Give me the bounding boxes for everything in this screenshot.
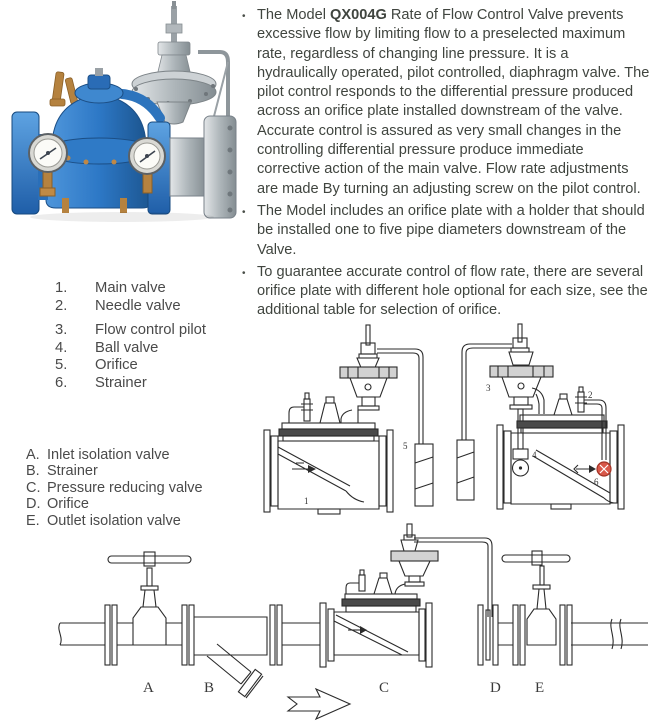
list-item xyxy=(26,480,203,496)
brass-fittings xyxy=(50,72,78,106)
description-block xyxy=(240,6,650,324)
needle-valve xyxy=(289,393,313,423)
item-label: Strainer xyxy=(95,374,147,391)
item-label: Inlet isolation valve xyxy=(47,447,170,463)
valve-diagram-left xyxy=(252,313,442,520)
ball-valve-label: 4 xyxy=(532,450,537,460)
model-number: QX004G xyxy=(330,7,387,23)
item-label: Orifice xyxy=(47,496,89,513)
flow-arrow xyxy=(574,465,596,473)
pilot xyxy=(340,325,397,410)
parts-list xyxy=(55,280,206,393)
control-valve xyxy=(320,524,438,667)
bonnet-cone xyxy=(320,397,340,423)
strainer-label: 6 xyxy=(594,477,599,487)
label-c: C xyxy=(379,680,390,696)
list-item xyxy=(26,496,203,512)
installation-list xyxy=(26,447,203,529)
outlet-gate-valve xyxy=(502,551,572,665)
sense-pipe xyxy=(377,349,423,444)
list-item xyxy=(55,280,206,298)
list-item xyxy=(55,340,206,358)
item-label: Strainer xyxy=(47,463,98,480)
item-number: 5. xyxy=(55,357,68,374)
bullet-icon: • xyxy=(242,267,246,279)
list-item xyxy=(26,447,203,463)
item-number: 2. xyxy=(55,297,68,314)
photo-shadow xyxy=(30,212,214,222)
item-number: 1. xyxy=(55,280,68,296)
bonnet-cone xyxy=(554,394,572,415)
main-valve-label: 1 xyxy=(304,496,309,506)
needle-valve-label: 2 xyxy=(588,390,593,400)
installation-schematic xyxy=(0,518,652,724)
p3-text: To guarantee accurate control of flow rate, there are several orifice plate with different hole optional for each size, see the additional table for selection of orifice. xyxy=(257,263,648,319)
item-letter: E. xyxy=(26,512,40,529)
drain-fitting-right xyxy=(120,198,127,213)
orifice-pipe xyxy=(415,444,433,506)
bonnet-deck xyxy=(279,423,378,441)
item-number: 3. xyxy=(55,322,68,339)
item-label: Main valve xyxy=(95,280,166,296)
valve-diagram-right xyxy=(448,310,650,522)
list-item xyxy=(26,463,203,479)
bullet-icon: • xyxy=(242,11,246,22)
description-paragraph-1 xyxy=(240,6,650,199)
item-label: Orifice xyxy=(95,357,138,374)
item-label: Ball valve xyxy=(95,339,159,356)
item-letter: C. xyxy=(26,479,41,496)
bonnet-deck xyxy=(517,415,607,433)
orifice-pipe xyxy=(457,440,474,500)
list-item xyxy=(55,357,206,375)
bullet-icon: • xyxy=(242,206,246,218)
pilot-drop-pipe xyxy=(341,410,358,423)
item-number: 4. xyxy=(55,339,68,356)
item-label: Needle valve xyxy=(95,297,181,314)
pilot-elbow-pipe xyxy=(532,388,544,414)
pilot xyxy=(490,324,553,409)
item-label: Outlet isolation valve xyxy=(47,512,181,529)
flange-pair xyxy=(270,605,282,665)
flow-arrow xyxy=(288,689,350,719)
item-letter: B. xyxy=(26,463,40,480)
label-d: D xyxy=(490,680,501,696)
label-b: B xyxy=(204,680,215,696)
flanges xyxy=(264,430,393,512)
label-a: A xyxy=(143,680,154,696)
p1-prefix: The Model xyxy=(257,7,331,23)
inlet-gate-valve xyxy=(105,552,194,665)
label-e: E xyxy=(535,680,545,696)
p1-rest: Rate of Flow Control Valve prevents excessive flow by limiting flow to a preselected maximum rate, regardless of changing line pressure. It is a hydraulically operated, pilot controlled, diaphragm valve. The pilot control responds to the differential pressure produced across an orifice plate installed downstream of the valve. Accurate control is assured as very small changes in the controlling differential pressure produce immediate corrective action of the main valve. Flow rate adjustments are made By turning an adjusting screw on the pilot control. xyxy=(257,7,650,197)
valve-body xyxy=(278,441,379,514)
pilot-label: 3 xyxy=(486,383,491,393)
p2-text: The Model includes an orifice plate with a holder that should be installed one to five pipe diameters downstream of the Valve. xyxy=(257,202,645,258)
item-number: 6. xyxy=(55,374,68,391)
product-photo xyxy=(2,0,244,288)
list-item xyxy=(55,322,206,340)
item-letter: D. xyxy=(26,496,41,513)
strainer-red xyxy=(597,462,611,476)
list-item xyxy=(55,298,206,316)
drain-fitting-left xyxy=(62,198,69,213)
orifice-label: 5 xyxy=(403,441,408,451)
description-paragraph-2 xyxy=(240,202,650,260)
outlet-flange-steel xyxy=(204,116,236,218)
list-item xyxy=(55,375,206,393)
item-label: Pressure reducing valve xyxy=(47,479,203,496)
outlet-spool-steel xyxy=(170,138,206,196)
item-label: Flow control pilot xyxy=(95,322,207,339)
item-letter: A. xyxy=(26,447,40,463)
